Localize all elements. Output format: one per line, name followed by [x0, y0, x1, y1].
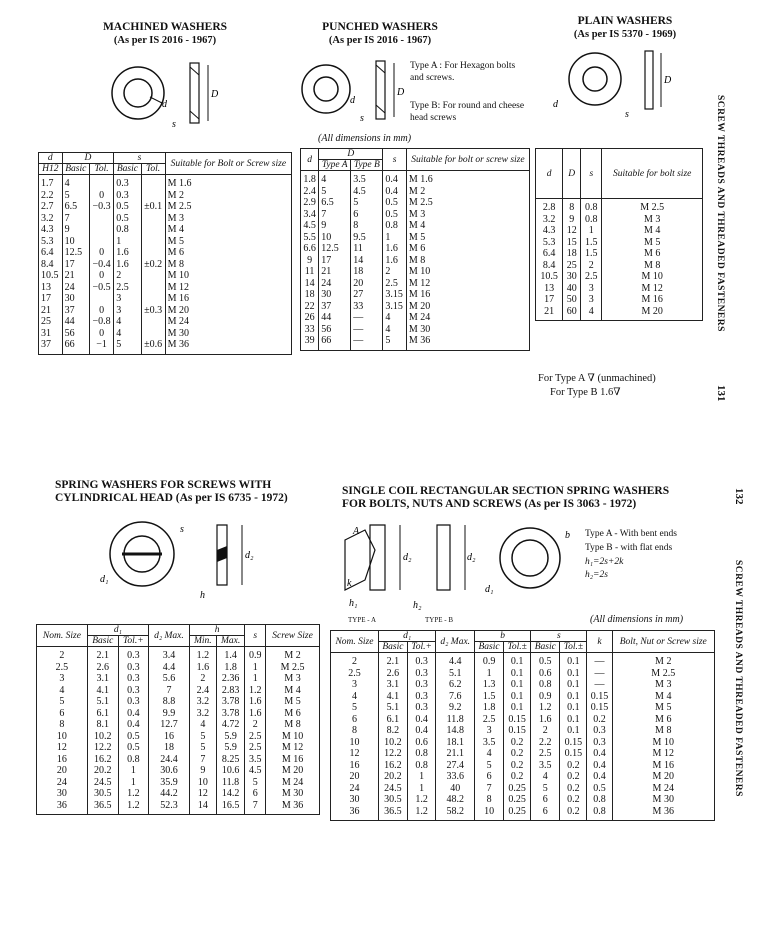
coil-table [330, 630, 715, 821]
h-d1: d₁ [378, 631, 436, 642]
svg-text:D: D [211, 89, 219, 100]
h-h: h [189, 625, 244, 636]
page-number-top: 131 [715, 385, 727, 402]
h-d1: d₁ [87, 625, 148, 636]
machined-title: MACHINED WASHERS [102, 21, 228, 33]
col-s-tol: ±0.1 ±0.2 ±0.3 ±0.6 [141, 175, 165, 355]
coil-label-b: TYPE - B [425, 616, 453, 624]
h-suit: Suitable for bolt or screw size [406, 149, 529, 171]
col-tol: 0.3 0.3 0.3 0.3 0.3 0.4 0.4 0.6 0.8 0.8 1 1 1.2 1.2 [407, 653, 435, 821]
plain-washer-figure [545, 45, 685, 125]
h-basic: Basic [378, 642, 407, 653]
spring-title: SPRING WASHERS FOR SCREWS WITH [55, 479, 272, 491]
col-s-tol: 0.1 0.1 0.1 0.1 0.1 0.1 0.1 0.15 0.15 0.2 0.2 0.2 0.2 0.2 [560, 653, 587, 821]
svg-text:d: d [553, 99, 558, 110]
machined-table [38, 152, 292, 355]
punched-all-dims: (All dimensions in mm) [318, 133, 412, 144]
col-basic: 2.1 2.6 3.1 4.1 5.1 6.1 8.2 10.2 12.2 16.2 20.2 24.5 30.5 36.5 [378, 653, 407, 821]
h-D: D [62, 153, 114, 164]
side-heading-top: SCREW THREADS AND THREADED FASTENERS [715, 95, 725, 332]
col-s: 0.4 0.4 0.5 0.5 0.8 1 1.6 1.6 2 2.5 3.15 3.15 4 4 5 [383, 171, 406, 351]
plain-note-b: For Type B 1.6∇ [550, 387, 621, 398]
coil-label-a: TYPE - A [348, 616, 376, 624]
col-s: 0.8 0.8 1 1.5 1.5 2 2.5 3 3 4 [581, 199, 602, 321]
svg-text:h₁: h₁ [349, 598, 358, 609]
col-d2: 4.4 5.1 6.2 7.6 9.2 11.8 14.8 18.1 21.1 27.4 33.6 40 48.2 58.2 [436, 653, 475, 821]
h-type-a: Type A [319, 160, 351, 171]
svg-text:d: d [162, 99, 167, 110]
col-s-basic: 0.5 0.6 0.8 0.9 1.2 1.6 2 2.2 2.5 3.5 4 5 6 6 [531, 653, 560, 821]
col-s: 0.9 1 1 1.2 1.6 1.6 2 2.5 2.5 3.5 4.5 5 6 7 [245, 647, 266, 815]
col-a: 4 5 6.5 7 9 10 12.5 17 21 24 30 37 44 56 66 [319, 171, 351, 351]
h-nom: Nom. Size [37, 625, 88, 647]
h-b: b [475, 631, 531, 642]
h-basic: Basic [62, 164, 89, 175]
coil-formula-2: h₂=2s [585, 570, 608, 580]
coil-title2: FOR BOLTS, NUTS AND SCREWS (As per IS 3063 - 1972) [342, 498, 637, 510]
col-nom: 2 2.5 3 4 5 6 8 10 12 16 20 24 30 36 [331, 653, 379, 821]
col-d: 2.8 3.2 4.3 5.3 6.4 8.4 10.5 13 17 21 [536, 199, 563, 321]
col-k: — — — 0.15 0.15 0.2 0.3 0.3 0.4 0.4 0.4 0.5 0.8 0.8 [587, 653, 612, 821]
h-d: d [301, 149, 319, 171]
col-nom: 2 2.5 3 4 5 6 8 10 12 16 20 24 30 36 [37, 647, 88, 815]
coil-formula-1: h₁=2s+2k [585, 557, 624, 567]
svg-text:s: s [360, 113, 364, 124]
h-tol2: Tol. [141, 164, 165, 175]
svg-text:s: s [625, 109, 629, 120]
h-screw: Screw Size [266, 625, 320, 647]
h-s: s [114, 153, 165, 164]
spring-washer-figure [92, 510, 272, 610]
h-nom: Nom. Size [331, 631, 379, 653]
col-b-tol: 0.1 0.1 0.1 0.1 0.1 0.15 0.15 0.2 0.2 0.2 0.2 0.25 0.25 0.25 [504, 653, 531, 821]
col-b: 3.5 4.5 5 6 8 9.5 11 14 18 20 27 33 — — — [351, 171, 383, 351]
h-D: D [319, 149, 383, 160]
h-basic: Basic [87, 636, 118, 647]
plain-title: PLAIN WASHERS [577, 15, 673, 27]
page-number-bottom: 132 [733, 488, 745, 505]
h-h12: H12 [39, 164, 63, 175]
coil-washer-figure [325, 510, 575, 625]
h-b-tol: Tol.± [504, 642, 531, 653]
col-size: M 2 M 2.5 M 3 M 4 M 5 M 6 M 8 M 10 M 12 M 16 M 20 M 24 M 30 M 36 [266, 647, 320, 815]
svg-text:A: A [353, 526, 360, 537]
side-heading-bottom: SCREW THREADS AND THREADED FASTENERS [733, 560, 743, 797]
punched-table [300, 148, 530, 351]
coil-type-b: Type B - with flat ends [585, 543, 673, 553]
col-d: 1.8 2.4 2.9 3.4 4.5 5.5 6.6 9 11 14 18 22 26 33 39 [301, 171, 319, 351]
h-s: s [383, 149, 406, 171]
spring-title2: CYLINDRICAL HEAD (As per IS 6735 - 1972) [55, 492, 288, 504]
svg-text:s: s [172, 119, 176, 130]
h-tol: Tol.+ [407, 642, 435, 653]
h-d: d [39, 153, 63, 164]
col-D: 8 9 12 15 18 25 30 40 50 60 [563, 199, 581, 321]
plain-subtitle: (As per IS 5370 - 1969) [573, 29, 677, 40]
h-basic2: Basic [114, 164, 141, 175]
svg-text:b: b [565, 530, 570, 541]
col-max: 1.4 1.8 2.36 2.83 3.78 3.78 4.72 5.9 5.9 8.25 10.6 11.8 14.2 16.5 [216, 647, 245, 815]
h-d: d [536, 149, 563, 199]
machined-washer-figure [100, 55, 230, 135]
svg-text:d₁: d₁ [485, 584, 494, 595]
h-d2: d₂ Max. [148, 625, 189, 647]
svg-text:d₂: d₂ [245, 550, 254, 561]
col-size: M 2.5 M 3 M 4 M 5 M 6 M 8 M 10 M 12 M 16 M 20 [602, 199, 703, 321]
col-size: M 1.6 M 2 M 2.5 M 3 M 4 M 5 M 6 M 8 M 10 M 12 M 16 M 20 M 24 M 30 M 36 [165, 175, 291, 355]
svg-text:d: d [350, 95, 355, 106]
h-max: Max. [216, 636, 245, 647]
h-suit: Suitable for bolt size [602, 149, 703, 199]
h-s-tol: Tol.± [560, 642, 587, 653]
h-tol: Tol. [89, 164, 113, 175]
punched-washer-figure [290, 55, 420, 125]
punched-type-b: Type B: For round and cheese head screws [410, 101, 525, 123]
col-s-basic: 0.3 0.3 0.5 0.5 0.8 1 1.6 1.6 2 2.5 3 3 4 4 5 [114, 175, 141, 355]
h-d2: d₂ Max. [436, 631, 475, 653]
col-d: 1.7 2.2 2.7 3.2 4.3 5.3 6.4 8.4 10.5 13 17 21 25 31 37 [39, 175, 63, 355]
col-basic: 2.1 2.6 3.1 4.1 5.1 6.1 8.1 10.2 12.2 16.2 20.2 24.5 30.5 36.5 [87, 647, 118, 815]
svg-text:h₂: h₂ [413, 600, 422, 611]
h-s: s [581, 149, 602, 199]
col-tol: 0.3 0.3 0.3 0.3 0.3 0.4 0.4 0.5 0.5 0.8 1 1 1.2 1.2 [118, 647, 148, 815]
coil-title: SINGLE COIL RECTANGULAR SECTION SPRING WASHERS [342, 485, 670, 497]
col-d2: 3.4 4.4 5.6 7 8.8 9.9 12.7 16 18 24.4 30.6 35.9 44.2 52.3 [148, 647, 189, 815]
h-s: s [245, 625, 266, 647]
h-b-basic: Basic [475, 642, 504, 653]
h-suit: Suitable for Bolt or Screw size [165, 153, 291, 175]
col-D-tol: 0 −0.3 0 −0.4 0 −0.5 0 −0.8 0 −1 [89, 175, 113, 355]
punched-title: PUNCHED WASHERS [322, 21, 438, 33]
col-size: M 2 M 2.5 M 3 M 4 M 5 M 6 M 8 M 10 M 12 M 16 M 20 M 24 M 30 M 36 [612, 653, 714, 821]
svg-text:d₁: d₁ [100, 574, 109, 585]
col-min: 1.2 1.6 2 2.4 3.2 3.2 4 5 5 7 9 10 12 14 [189, 647, 216, 815]
svg-text:D: D [397, 87, 405, 98]
h-min: Min. [189, 636, 216, 647]
col-b-basic: 0.9 1 1.3 1.5 1.8 2.5 3 3.5 4 5 6 7 8 10 [475, 653, 504, 821]
h-tol: Tol.+ [118, 636, 148, 647]
machined-subtitle: (As per IS 2016 - 1967) [113, 35, 217, 46]
h-s: s [531, 631, 587, 642]
h-bolt: Bolt, Nut or Screw size [612, 631, 714, 653]
col-D-basic: 4 5 6.5 7 9 10 12.5 17 21 24 30 37 44 56 66 [62, 175, 89, 355]
svg-text:h: h [200, 590, 205, 601]
svg-text:D: D [664, 75, 672, 86]
svg-text:s: s [180, 524, 184, 535]
h-D: D [563, 149, 581, 199]
h-k: k [587, 631, 612, 653]
punched-type-a: Type A : For Hexagon bolts and screws. [410, 61, 516, 83]
svg-text:d₂: d₂ [467, 552, 476, 563]
h-type-b: Type B [351, 160, 383, 171]
plain-note-a: For Type A ∇ (unmachined) [538, 373, 656, 384]
col-size: M 1.6 M 2 M 2.5 M 3 M 4 M 5 M 6 M 8 M 10 M 12 M 16 M 20 M 24 M 30 M 36 [406, 171, 529, 351]
svg-text:d₂: d₂ [403, 552, 412, 563]
svg-text:k: k [347, 578, 352, 589]
coil-type-a: Type A - With bent ends [585, 529, 677, 539]
spring-table [36, 624, 320, 815]
punched-subtitle: (As per IS 2016 - 1967) [328, 35, 432, 46]
coil-all-dims: (All dimensions in mm) [590, 614, 684, 625]
h-s-basic: Basic [531, 642, 560, 653]
plain-table [535, 148, 703, 321]
